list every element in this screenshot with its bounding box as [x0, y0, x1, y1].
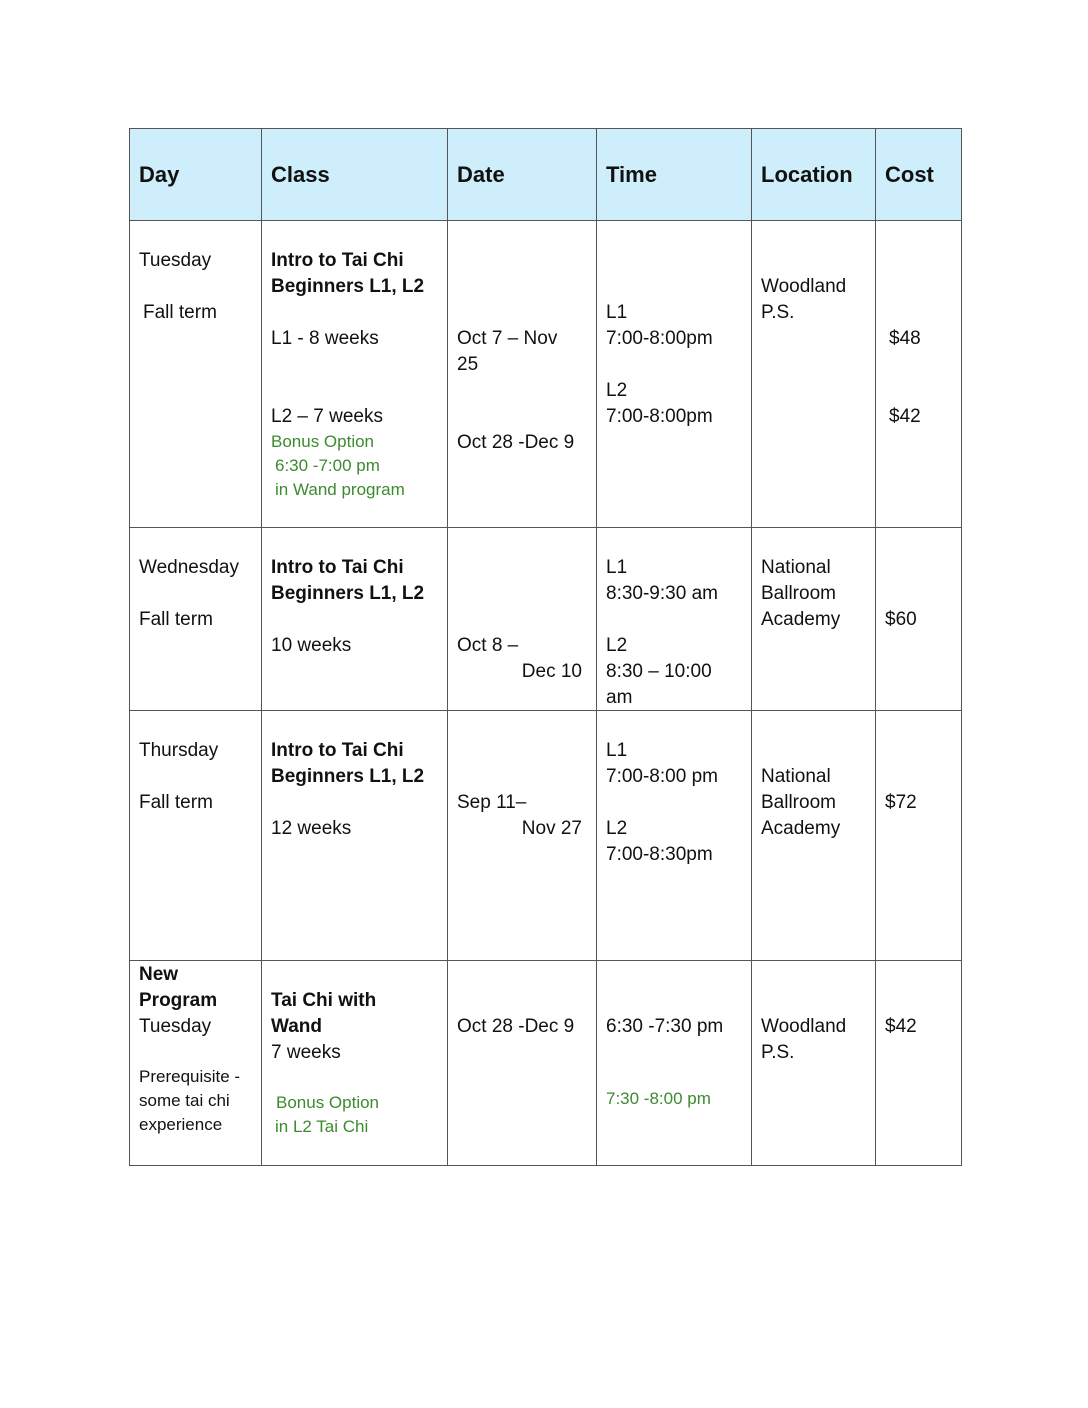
cost: $42	[885, 1016, 917, 1037]
cost-l2: $42	[889, 406, 921, 427]
date-cell	[448, 961, 597, 1166]
location-line-3: Academy	[761, 818, 841, 839]
class-subtitle: Beginners L1, L2	[271, 583, 425, 604]
time-l1: 8:30-9:30 am	[606, 583, 718, 604]
time-l2: 7:00-8:00pm	[606, 406, 713, 427]
time-l1-label: L1	[606, 557, 628, 578]
prereq-line-2: some tai chi	[139, 1091, 230, 1110]
header-day: Day	[130, 129, 262, 221]
cost-l1: $48	[889, 328, 921, 349]
l2-duration: L2 – 7 weeks	[271, 406, 383, 427]
date-cell	[448, 221, 597, 528]
class-cell	[262, 221, 448, 528]
time-cell	[597, 711, 752, 961]
class-title: Tai Chi with	[271, 990, 377, 1011]
l1-duration: L1 - 8 weeks	[271, 328, 379, 349]
time-l1: 7:00-8:00 pm	[606, 766, 718, 787]
new-label: New	[139, 964, 179, 985]
day-text: Wednesday	[139, 557, 239, 578]
time-l1-label: L1	[606, 740, 628, 761]
time-l2-label: L2	[606, 635, 628, 656]
date-end: Dec 10	[521, 661, 582, 682]
bonus-time: 6:30 -7:00 pm	[275, 456, 380, 475]
header-date: Date	[448, 129, 597, 221]
time-l1: 7:00-8:00pm	[606, 328, 713, 349]
day-text: Tuesday	[139, 1016, 212, 1037]
time-cell	[597, 528, 752, 711]
prereq-line-1: Prerequisite -	[139, 1067, 241, 1086]
day-text: Thursday	[139, 740, 219, 761]
prereq-line-3: experience	[139, 1115, 223, 1134]
date-start: Sep 11–	[457, 792, 527, 813]
location-line-2: Ballroom	[761, 792, 836, 813]
duration: 10 weeks	[271, 635, 352, 656]
time-cell	[597, 221, 752, 528]
class-cell	[262, 711, 448, 961]
header-time: Time	[597, 129, 752, 221]
location-line-2: Ballroom	[761, 583, 836, 604]
header-class: Class	[262, 129, 448, 221]
location-line-1: National	[761, 557, 831, 578]
date-l2: Oct 28 -Dec 9	[457, 432, 575, 453]
class-subtitle: Beginners L1, L2	[271, 766, 425, 787]
cost-cell	[876, 528, 962, 711]
date: Oct 28 -Dec 9	[457, 1016, 575, 1037]
class-title: Intro to Tai Chi	[271, 740, 404, 761]
location-cell	[752, 221, 876, 528]
cost-cell	[876, 961, 962, 1166]
location-name: Woodland	[761, 276, 847, 297]
class-cell	[262, 528, 448, 711]
header-location: Location	[752, 129, 876, 221]
time: 6:30 -7:30 pm	[606, 1016, 724, 1037]
date-l1-cont: 25	[457, 354, 479, 375]
table-row	[130, 221, 962, 528]
time-l2: 8:30 – 10:00	[606, 661, 712, 682]
time-l2-label: L2	[606, 380, 628, 401]
day-cell	[130, 528, 262, 711]
day-text: Tuesday	[139, 250, 212, 271]
term-text: Fall term	[139, 609, 213, 630]
class-cell	[262, 961, 448, 1166]
class-subtitle: Wand	[271, 1016, 323, 1037]
location-name: Woodland	[761, 1016, 847, 1037]
cost-cell	[876, 711, 962, 961]
bonus-option: Bonus Option	[271, 432, 375, 451]
date-l1: Oct 7 – Nov	[457, 328, 558, 349]
location-line-3: Academy	[761, 609, 841, 630]
day-cell	[130, 711, 262, 961]
bonus-detail: in L2 Tai Chi	[275, 1117, 369, 1136]
term-text: Fall term	[143, 302, 217, 323]
bonus-program: in Wand program	[275, 480, 405, 499]
bonus-option: Bonus Option	[276, 1093, 380, 1112]
cost-cell	[876, 221, 962, 528]
day-cell	[130, 221, 262, 528]
date-cell	[448, 528, 597, 711]
table-row	[130, 711, 962, 961]
date-start: Oct 8 –	[457, 635, 519, 656]
term-text: Fall term	[139, 792, 213, 813]
header-row	[130, 129, 962, 221]
location-cell	[752, 711, 876, 961]
time-l2-label: L2	[606, 818, 628, 839]
class-title: Intro to Tai Chi	[271, 557, 404, 578]
table-row	[130, 961, 962, 1166]
date-cell	[448, 711, 597, 961]
duration: 7 weeks	[271, 1042, 341, 1063]
time-l2: 7:00-8:30pm	[606, 844, 713, 865]
day-cell	[130, 961, 262, 1166]
schedule-table	[129, 128, 962, 1166]
location-suffix: P.S.	[761, 302, 795, 323]
class-title: Intro to Tai Chi	[271, 250, 404, 271]
program-label: Program	[139, 990, 218, 1011]
table-row	[130, 528, 962, 711]
date-end: Nov 27	[521, 818, 582, 839]
header-cost: Cost	[876, 129, 962, 221]
location-cell	[752, 528, 876, 711]
bonus-time: 7:30 -8:00 pm	[606, 1089, 711, 1108]
location-suffix: P.S.	[761, 1042, 795, 1063]
class-subtitle: Beginners L1, L2	[271, 276, 425, 297]
time-l2-cont: am	[606, 687, 633, 708]
duration: 12 weeks	[271, 818, 352, 839]
location-line-1: National	[761, 766, 831, 787]
cost: $60	[885, 609, 917, 630]
location-cell	[752, 961, 876, 1166]
time-cell	[597, 961, 752, 1166]
time-l1-label: L1	[606, 302, 628, 323]
cost: $72	[885, 792, 917, 813]
